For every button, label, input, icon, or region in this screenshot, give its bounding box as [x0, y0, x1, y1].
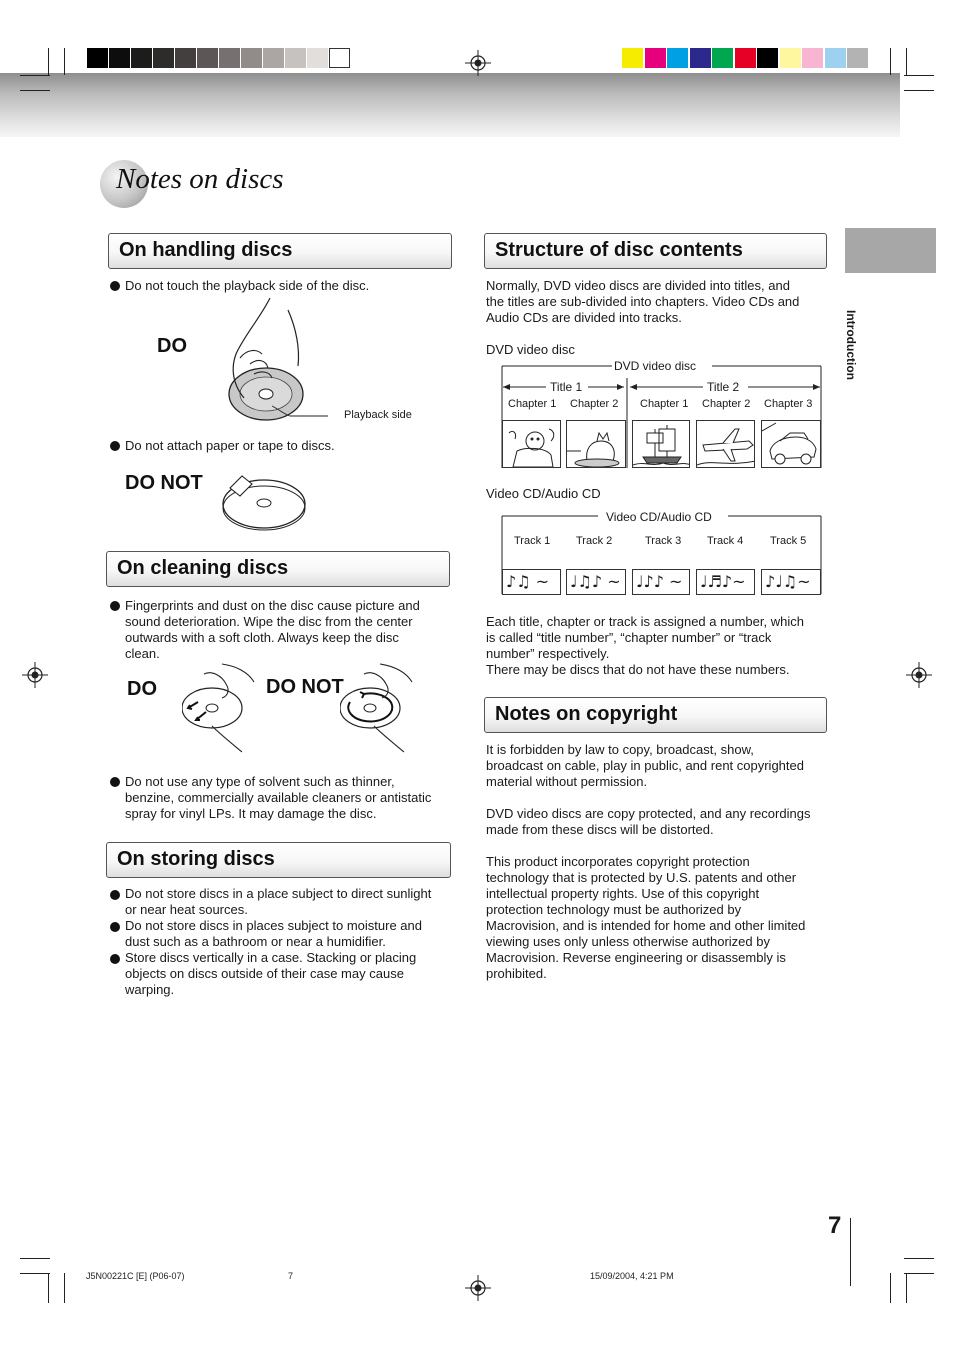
color-swatch — [847, 48, 868, 68]
do-label: DO — [157, 335, 187, 357]
registration-target-icon — [465, 1275, 491, 1301]
chapter-label: Chapter 3 — [764, 398, 813, 410]
numbers-text-line: number” respectively. — [486, 646, 610, 661]
dvd-caption: DVD video disc — [486, 342, 575, 357]
page-title: Notes on discs — [116, 163, 284, 195]
do-not-label: DO NOT — [125, 472, 203, 494]
color-swatch — [735, 48, 756, 68]
crop-mark — [20, 1273, 50, 1274]
copyright-text-line: technology that is protected by U.S. patents and other — [486, 870, 797, 885]
copyright-text-line: made from these discs will be distorted. — [486, 822, 714, 837]
color-swatch — [802, 48, 823, 68]
cleaning-text-line: benzine, commercially available cleaners or antistatic — [125, 790, 432, 805]
footer-code: J5N00221C [E] (P06-07) — [86, 1271, 185, 1281]
crop-mark — [20, 90, 50, 91]
structure-intro-line: Normally, DVD video discs are divided into titles, and — [486, 278, 790, 293]
crop-mark — [890, 1273, 891, 1303]
color-swatch — [780, 48, 801, 68]
track-label: Track 1 — [514, 535, 551, 547]
handling-heading: On handling discs — [119, 239, 293, 261]
bullet-icon — [110, 890, 120, 900]
gray-swatch — [87, 48, 108, 68]
chapter-thumbnail — [696, 420, 755, 468]
registration-target-icon — [906, 662, 932, 688]
bullet-icon — [110, 954, 120, 964]
numbers-text-line: is called “title number”, “chapter number” or “track — [486, 630, 772, 645]
hand-holding-disc-illustration — [210, 298, 330, 423]
crop-mark — [890, 48, 891, 75]
crop-mark — [904, 75, 934, 76]
bullet-icon — [110, 441, 120, 451]
handling-bullet-1: Do not touch the playback side of the disc. — [125, 278, 370, 293]
crop-mark — [64, 48, 65, 75]
handling-bullet-2: Do not attach paper or tape to discs. — [125, 438, 335, 453]
copyright-text-line: viewing uses only unless otherwise authorized by — [486, 934, 770, 949]
storing-text-line: Do not store discs in a place subject to direct sunlight — [125, 886, 432, 901]
copyright-text-line: prohibited. — [486, 966, 547, 981]
copyright-text-line: This product incorporates copyright protection — [486, 854, 750, 869]
cleaning-text-line: spray for vinyl LPs. It may damage the disc. — [125, 806, 377, 821]
cleaning-heading: On cleaning discs — [117, 557, 289, 579]
color-swatch — [712, 48, 733, 68]
cleaning-text-line: Fingerprints and dust on the disc cause picture and — [125, 598, 420, 613]
cleaning-text-line: outwards with a soft cloth. Always keep the disc — [125, 630, 399, 645]
title-2-label: Title 2 — [707, 380, 740, 394]
crop-mark — [906, 1273, 907, 1303]
gray-swatch — [285, 48, 306, 68]
gray-swatch — [307, 48, 328, 68]
track-box — [632, 569, 690, 595]
crop-mark — [20, 1258, 50, 1259]
chapter-label: Chapter 2 — [702, 398, 751, 410]
gray-swatch — [263, 48, 284, 68]
track-box — [566, 569, 626, 595]
storing-text-line: dust such as a bathroom or near a humidifier. — [125, 934, 386, 949]
copyright-text-line: intellectual property rights. Use of this copyright — [486, 886, 760, 901]
copyright-heading-box — [484, 697, 827, 733]
cleaning-text-line: sound deterioration. Wipe the disc from the center — [125, 614, 413, 629]
color-swatch — [622, 48, 643, 68]
copyright-text-line: Macrovision. Reverse engineering or disassembly is — [486, 950, 786, 965]
chapter-thumbnail — [632, 420, 690, 468]
chapter-label: Chapter 2 — [570, 398, 619, 410]
numbers-text-line: Each title, chapter or track is assigned a number, which — [486, 614, 804, 629]
section-side-tab — [845, 228, 936, 273]
music-notes-icon: ♩♬♪~ — [700, 572, 746, 591]
track-label: Track 2 — [576, 535, 613, 547]
gray-swatch — [219, 48, 240, 68]
copyright-text-line: It is forbidden by law to copy, broadcast, show, — [486, 742, 754, 757]
dvd-diagram-label: DVD video disc — [614, 359, 697, 373]
section-side-label: Introduction — [844, 310, 858, 380]
gray-swatch — [109, 48, 130, 68]
crop-mark — [904, 1258, 934, 1259]
chapter-thumbnail — [761, 420, 821, 468]
track-box — [761, 569, 821, 595]
page-number-rule — [850, 1218, 851, 1286]
track-label: Track 4 — [707, 535, 744, 547]
structure-heading: Structure of disc contents — [495, 239, 743, 261]
bullet-icon — [110, 601, 120, 611]
copyright-text-line: material without permission. — [486, 774, 648, 789]
music-notes-icon: ♪♫ ~ — [506, 572, 550, 591]
structure-heading-box — [484, 233, 827, 269]
copyright-text-line: broadcast on cable, play in public, and rent copyrighted — [486, 758, 804, 773]
incorrect-wiping-illustration — [340, 662, 416, 756]
chapter-label: Chapter 1 — [640, 398, 689, 410]
footer-date: 15/09/2004, 4:21 PM — [590, 1271, 674, 1281]
storing-text-line: Do not store discs in places subject to moisture and — [125, 918, 422, 933]
numbers-text-line: There may be discs that do not have these numbers. — [486, 662, 790, 677]
page-number: 7 — [828, 1212, 842, 1239]
track-label: Track 5 — [770, 535, 807, 547]
crop-mark — [20, 75, 50, 76]
crop-mark — [64, 1273, 65, 1303]
chapter-thumbnail — [566, 420, 626, 468]
cd-diagram-label: Video CD/Audio CD — [606, 510, 712, 524]
cleaning-do-not-label: DO NOT — [266, 676, 344, 698]
crop-mark — [48, 1273, 49, 1303]
title-1-label: Title 1 — [550, 380, 583, 394]
cd-caption: Video CD/Audio CD — [486, 486, 601, 501]
chapter-thumbnail — [502, 420, 561, 468]
disc-with-tape-illustration — [220, 470, 310, 532]
copyright-text-line: protection technology must be authorized by — [486, 902, 742, 917]
storing-text-line: objects on discs outside of their case may cause — [125, 966, 404, 981]
registration-target-icon — [465, 50, 491, 76]
cleaning-text-line: Do not use any type of solvent such as thinner, — [125, 774, 395, 789]
cleaning-do-label: DO — [127, 678, 157, 700]
header-gradient-band — [0, 73, 900, 137]
track-box — [502, 569, 561, 595]
crop-mark — [904, 1273, 934, 1274]
track-box — [696, 569, 755, 595]
copyright-text-line: Macrovision, and is intended for home and other limited — [486, 918, 806, 933]
structure-intro-line: the titles are sub-divided into chapters. Video CDs and — [486, 294, 800, 309]
storing-heading: On storing discs — [117, 848, 275, 870]
track-label: Track 3 — [645, 535, 682, 547]
gray-swatch — [131, 48, 152, 68]
bullet-icon — [110, 922, 120, 932]
gray-swatch — [329, 48, 350, 68]
correct-wiping-illustration — [182, 662, 256, 756]
storing-text-line: or near heat sources. — [125, 902, 248, 917]
color-swatch — [825, 48, 846, 68]
storing-heading-box — [106, 842, 451, 878]
gray-swatch — [197, 48, 218, 68]
storing-text-line: Store discs vertically in a case. Stacking or placing — [125, 950, 417, 965]
color-swatch — [757, 48, 778, 68]
copyright-heading: Notes on copyright — [495, 703, 678, 725]
music-notes-icon: ♩♪♪ ~ — [636, 572, 683, 591]
crop-mark — [904, 90, 934, 91]
bullet-icon — [110, 281, 120, 291]
registration-target-icon — [22, 662, 48, 688]
bullet-icon — [110, 777, 120, 787]
copyright-text-line: DVD video discs are copy protected, and any recordings — [486, 806, 811, 821]
handling-heading-box — [108, 233, 452, 269]
music-notes-icon: ♩♫♪ ~ — [570, 572, 621, 591]
cleaning-heading-box — [106, 551, 450, 587]
storing-text-line: warping. — [125, 982, 175, 997]
structure-intro-line: Audio CDs are divided into tracks. — [486, 310, 682, 325]
color-swatch — [667, 48, 688, 68]
color-swatch — [645, 48, 666, 68]
footer-page: 7 — [288, 1271, 294, 1281]
color-swatch — [690, 48, 711, 68]
music-notes-icon: ♪♩♫~ — [765, 572, 811, 591]
gray-swatch — [175, 48, 196, 68]
chapter-label: Chapter 1 — [508, 398, 557, 410]
cleaning-text-line: clean. — [125, 646, 160, 661]
gray-swatch — [241, 48, 262, 68]
gray-swatch — [153, 48, 174, 68]
crop-mark — [48, 48, 49, 75]
playback-side-label: Playback side — [344, 409, 412, 421]
crop-mark — [906, 48, 907, 75]
